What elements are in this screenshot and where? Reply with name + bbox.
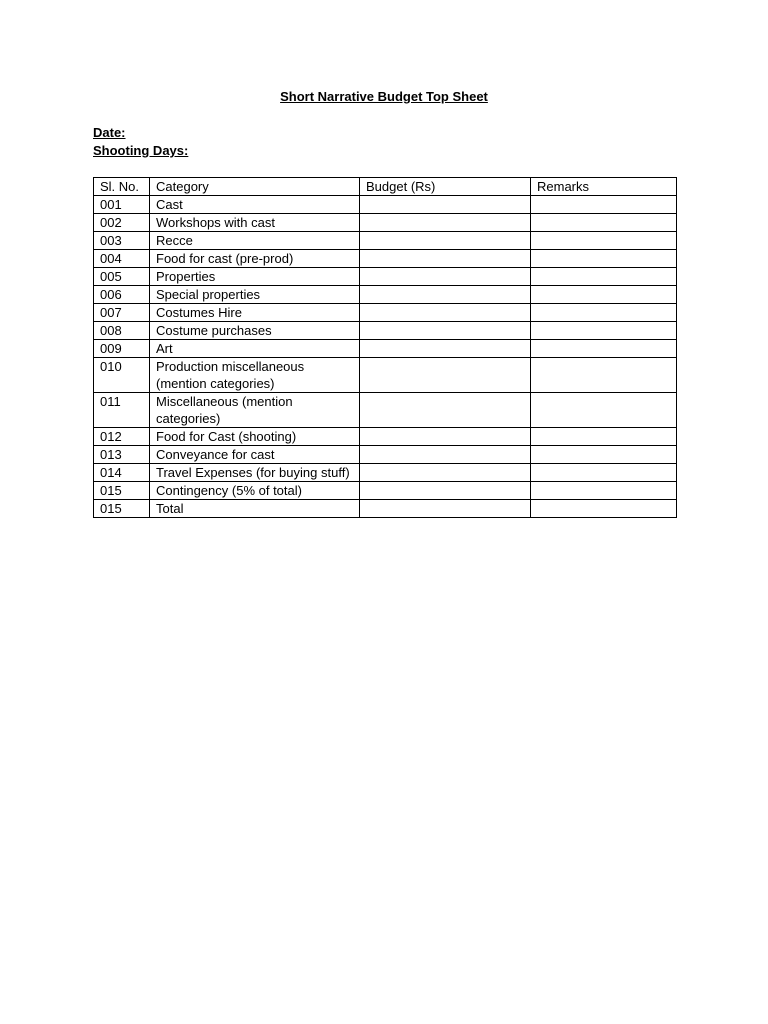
cell-category: Travel Expenses (for buying stuff) xyxy=(150,464,360,482)
cell-sl-no: 001 xyxy=(94,196,150,214)
cell-category: Costume purchases xyxy=(150,322,360,340)
cell-remarks[interactable] xyxy=(531,196,677,214)
cell-category: Conveyance for cast xyxy=(150,446,360,464)
cell-category: Contingency (5% of total) xyxy=(150,482,360,500)
cell-remarks[interactable] xyxy=(531,428,677,446)
table-body xyxy=(94,196,677,518)
cell-category: Art xyxy=(150,340,360,358)
cell-remarks[interactable] xyxy=(531,358,677,393)
cell-sl-no: 011 xyxy=(94,393,150,428)
cell-category: Recce xyxy=(150,232,360,250)
table-row xyxy=(94,340,677,358)
table-row xyxy=(94,393,677,428)
table-row xyxy=(94,482,677,500)
table-row xyxy=(94,286,677,304)
table-row xyxy=(94,358,677,393)
cell-budget[interactable] xyxy=(360,393,531,428)
cell-sl-no: 009 xyxy=(94,340,150,358)
cell-category: Special properties xyxy=(150,286,360,304)
table-row xyxy=(94,428,677,446)
table-row xyxy=(94,196,677,214)
cell-sl-no: 015 xyxy=(94,500,150,518)
date-label: Date: xyxy=(93,125,126,140)
cell-budget[interactable] xyxy=(360,214,531,232)
cell-remarks[interactable] xyxy=(531,286,677,304)
cell-budget[interactable] xyxy=(360,304,531,322)
cell-budget[interactable] xyxy=(360,446,531,464)
cell-budget[interactable] xyxy=(360,340,531,358)
cell-sl-no: 004 xyxy=(94,250,150,268)
cell-category: Food for Cast (shooting) xyxy=(150,428,360,446)
header-category: Category xyxy=(150,178,360,196)
cell-remarks[interactable] xyxy=(531,340,677,358)
table-row xyxy=(94,232,677,250)
shooting-days-label: Shooting Days: xyxy=(93,143,189,158)
cell-budget[interactable] xyxy=(360,196,531,214)
cell-category: Costumes Hire xyxy=(150,304,360,322)
cell-budget[interactable] xyxy=(360,482,531,500)
cell-sl-no: 007 xyxy=(94,304,150,322)
cell-sl-no: 013 xyxy=(94,446,150,464)
header-budget: Budget (Rs) xyxy=(360,178,531,196)
table-row xyxy=(94,250,677,268)
cell-sl-no: 005 xyxy=(94,268,150,286)
cell-budget[interactable] xyxy=(360,250,531,268)
cell-budget[interactable] xyxy=(360,232,531,250)
table-row xyxy=(94,322,677,340)
header-sl-no: Sl. No. xyxy=(94,178,150,196)
cell-budget[interactable] xyxy=(360,286,531,304)
table-row xyxy=(94,304,677,322)
document-title-text: Short Narrative Budget Top Sheet xyxy=(280,89,488,104)
cell-sl-no: 012 xyxy=(94,428,150,446)
table-row xyxy=(94,268,677,286)
table-row xyxy=(94,446,677,464)
table-row xyxy=(94,214,677,232)
cell-category: Miscellaneous (mention categories) xyxy=(150,393,360,428)
cell-sl-no: 014 xyxy=(94,464,150,482)
cell-sl-no: 003 xyxy=(94,232,150,250)
cell-budget[interactable] xyxy=(360,500,531,518)
cell-budget[interactable] xyxy=(360,358,531,393)
cell-remarks[interactable] xyxy=(531,322,677,340)
cell-budget[interactable] xyxy=(360,268,531,286)
cell-remarks[interactable] xyxy=(531,482,677,500)
cell-remarks[interactable] xyxy=(531,500,677,518)
cell-remarks[interactable] xyxy=(531,446,677,464)
cell-remarks[interactable] xyxy=(531,304,677,322)
cell-category: Workshops with cast xyxy=(150,214,360,232)
cell-sl-no: 006 xyxy=(94,286,150,304)
cell-budget[interactable] xyxy=(360,464,531,482)
cell-budget[interactable] xyxy=(360,322,531,340)
cell-sl-no: 010 xyxy=(94,358,150,393)
cell-budget[interactable] xyxy=(360,428,531,446)
cell-remarks[interactable] xyxy=(531,214,677,232)
cell-category: Total xyxy=(150,500,360,518)
table-row xyxy=(94,500,677,518)
budget-table xyxy=(93,177,677,518)
table-header-row xyxy=(94,178,677,196)
cell-sl-no: 002 xyxy=(94,214,150,232)
header-remarks: Remarks xyxy=(531,178,677,196)
cell-remarks[interactable] xyxy=(531,232,677,250)
cell-category: Properties xyxy=(150,268,360,286)
cell-category: Production miscellaneous (mention categories) xyxy=(150,358,360,393)
cell-remarks[interactable] xyxy=(531,268,677,286)
cell-category: Cast xyxy=(150,196,360,214)
cell-category: Food for cast (pre-prod) xyxy=(150,250,360,268)
cell-sl-no: 008 xyxy=(94,322,150,340)
cell-remarks[interactable] xyxy=(531,393,677,428)
document-title xyxy=(0,88,768,105)
cell-remarks[interactable] xyxy=(531,250,677,268)
table-row xyxy=(94,464,677,482)
cell-sl-no: 015 xyxy=(94,482,150,500)
cell-remarks[interactable] xyxy=(531,464,677,482)
